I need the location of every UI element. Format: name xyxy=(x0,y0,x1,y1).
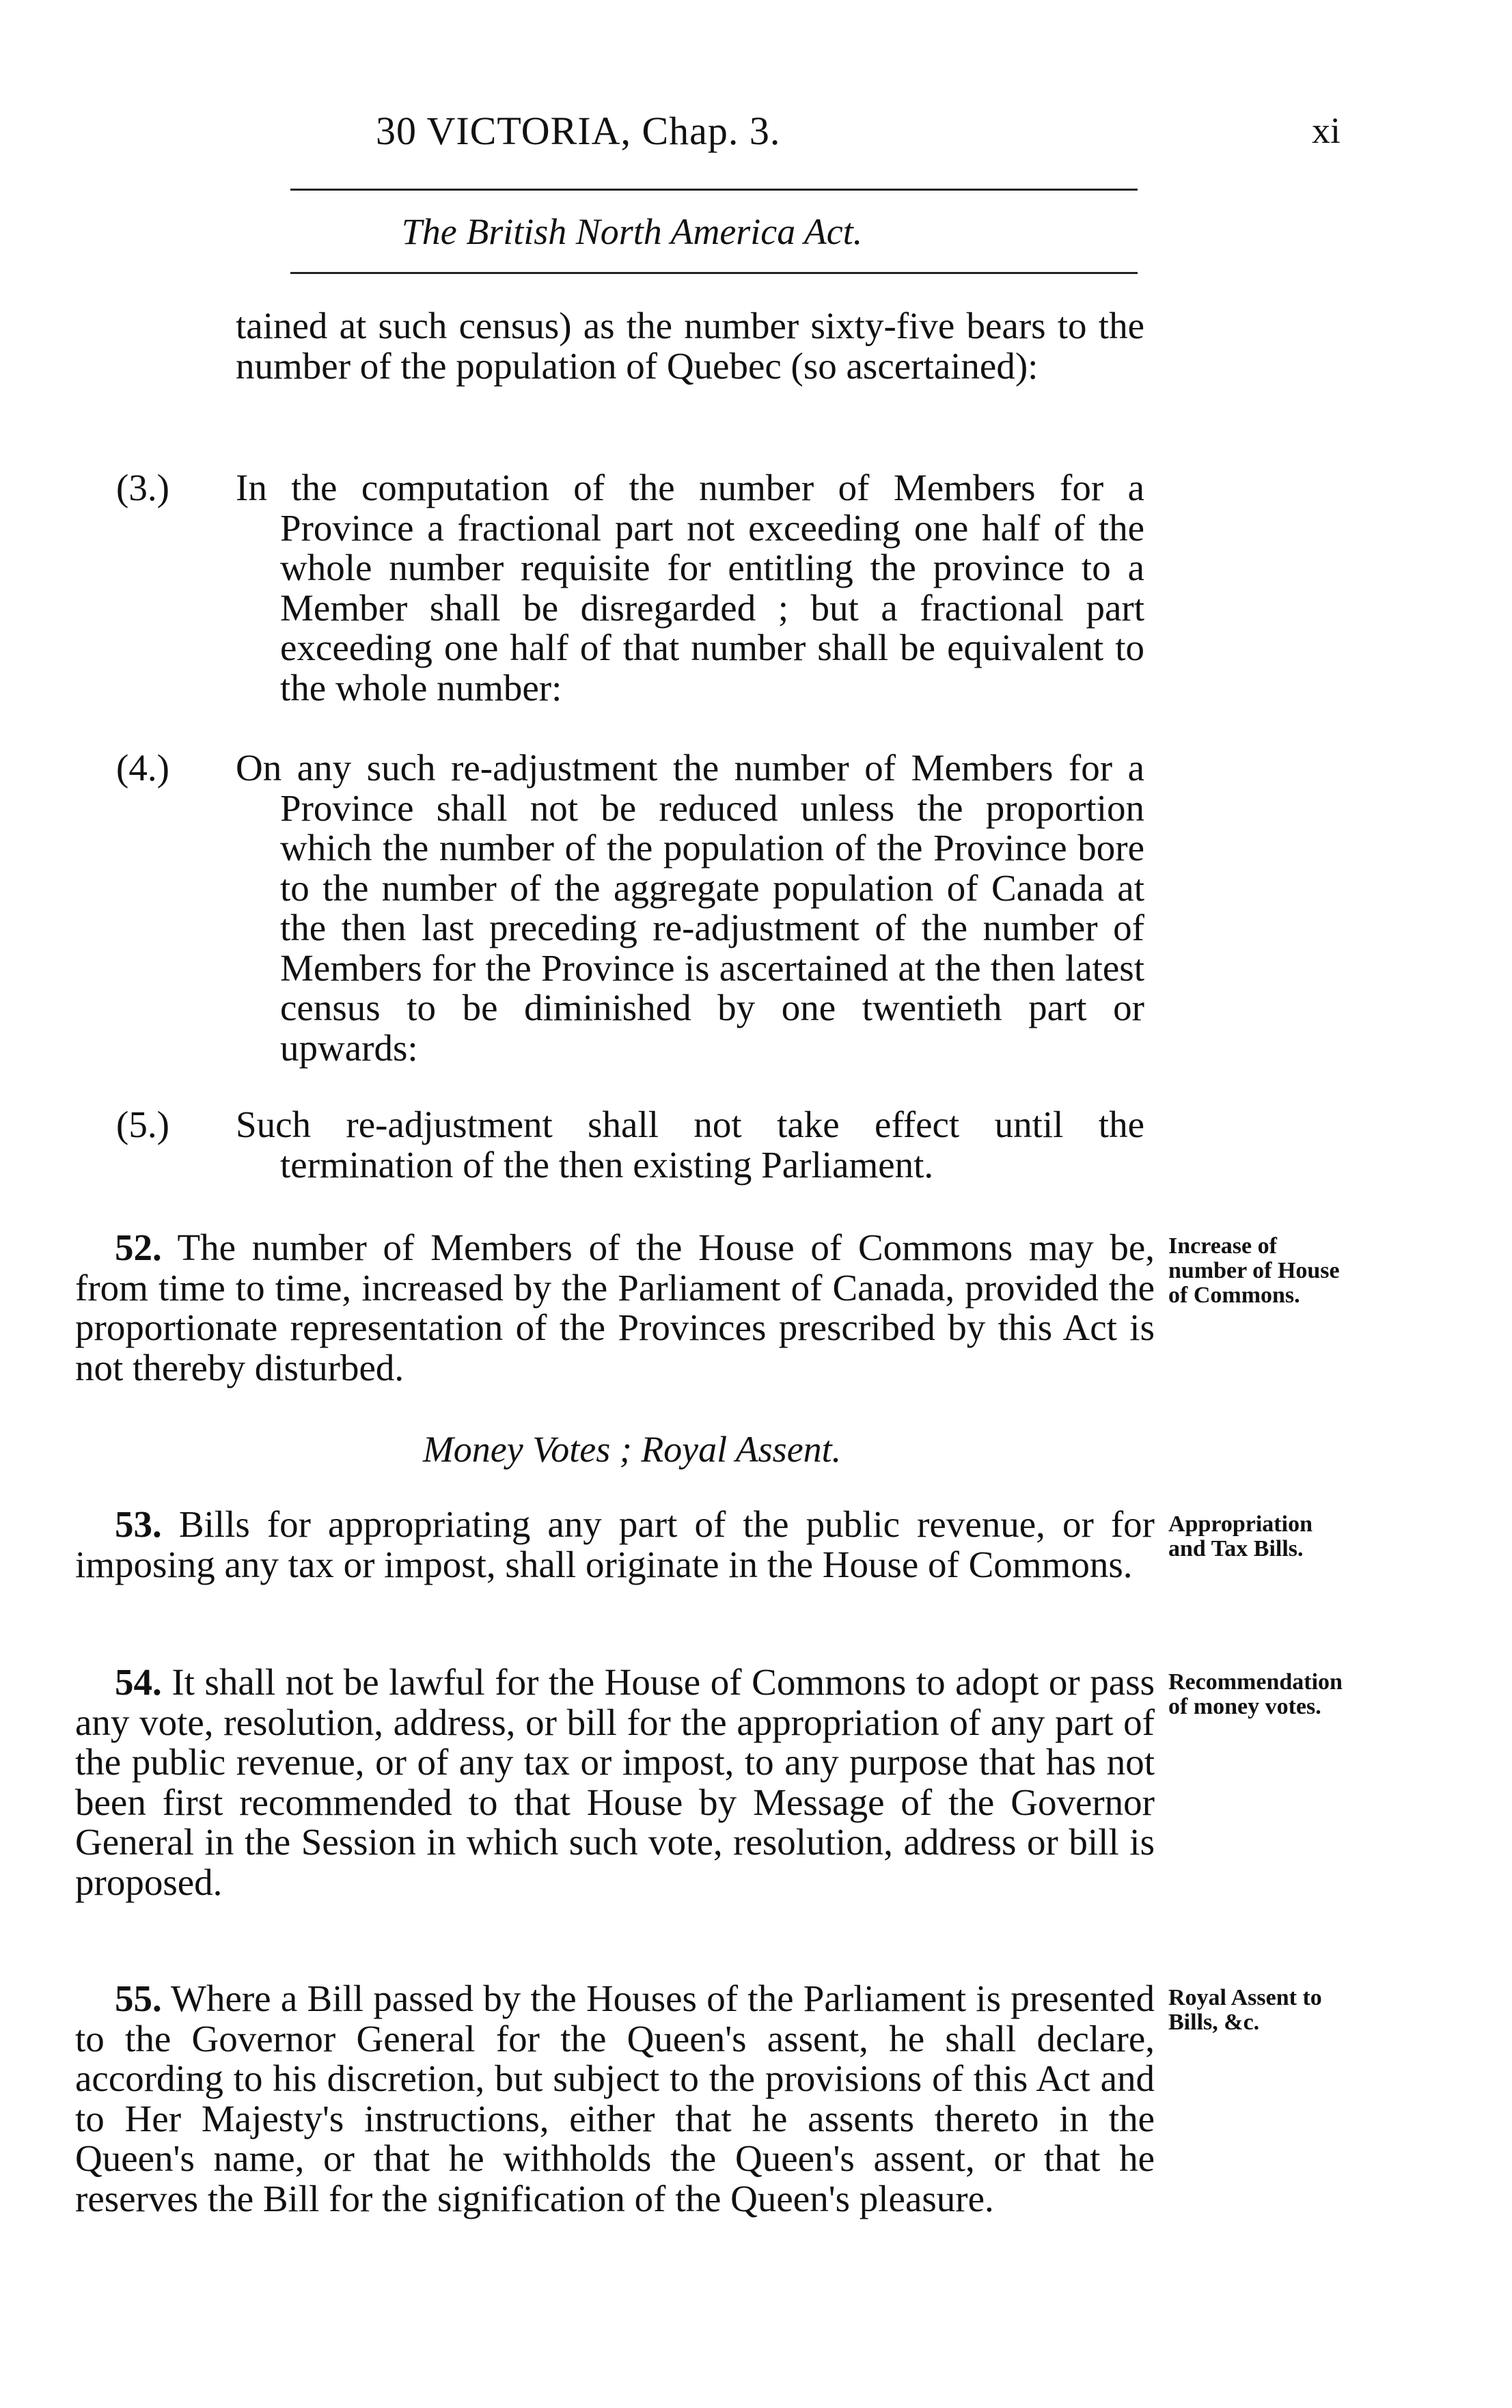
section-text: The number of Members of the House of Commons may be, from time to time, increased by the Parliament of Canada, provided the proportionate representation of the Provinces prescribed by this Act is not thereby disturbed. xyxy=(75,1227,1155,1388)
subsection-text: On any such re-adjustment the number of Members for a Province shall not be reduced unless the proportion which the number of the population of the Province bore to the number of the aggregate population of Canada at the then last preceding re-adjustment of the number of Members for the Province is ascertained at the then latest census to be diminished by one twentieth part or upwards: xyxy=(236,747,1144,1069)
section-52 xyxy=(75,1228,1155,1388)
continuation-paragraph: tained at such census) as the number sixty-five bears to the number of the population of Quebec (so ascertained): xyxy=(236,305,1144,387)
section-heading-money-votes: Money Votes ; Royal Assent. xyxy=(422,1429,842,1470)
subsection-4 xyxy=(116,748,1144,1068)
section-number: 52. xyxy=(115,1227,162,1268)
subsection-text: Such re-adjustment shall not take effect until the termination of the then existing Parliament. xyxy=(236,1104,1144,1186)
margin-note-54: Recommendation of money votes. xyxy=(1168,1669,1343,1719)
subsection-number: (5.) xyxy=(116,1104,169,1145)
section-text: Where a Bill passed by the Houses of the Parliament is presented to the Governor General for the Queen's assent, he shall declare, according to his discretion, but subject to the provisions of this Act and to Her Majesty's instructions, either that he assents thereto in the Queen's name, or that he withholds the Queen's assent, or that he reserves the Bill for the signification of the Queen's pleasure. xyxy=(75,1978,1155,2219)
header-rule-top xyxy=(290,189,1138,191)
section-text: It shall not be lawful for the House of Commons to adopt or pass any vote, resolution, address, or bill for the appropriation of any part of the public revenue, or of any tax or impost, to any purpose that has not been first recommended to that House by Message of the Governor General in the Session in which such vote, resolution, address or bill is proposed. xyxy=(75,1661,1155,1903)
subsection-text: In the computation of the number of Members for a Province a fractional part not exceeding one half of the whole number requisite for entitling the province to a Member shall be disregarded ; but a fractional part exceeding one half of that number shall be equivalent to the whole number: xyxy=(236,467,1144,709)
margin-note-52: Increase of number of House of Commons. xyxy=(1168,1233,1340,1308)
section-text: Bills for appropriating any part of the public revenue, or for imposing any tax or impost, shall originate in the House of Commons. xyxy=(75,1503,1155,1585)
section-53 xyxy=(75,1505,1155,1585)
margin-note-55: Royal Assent to Bills, &c. xyxy=(1168,1985,1322,2035)
subsection-5 xyxy=(116,1105,1144,1185)
section-number: 53. xyxy=(115,1503,162,1545)
margin-note-53: Appropriation and Tax Bills. xyxy=(1168,1511,1312,1561)
subsection-number: (3.) xyxy=(116,467,169,508)
subsection-3 xyxy=(116,468,1144,708)
section-55 xyxy=(75,1979,1155,2219)
section-number: 55. xyxy=(115,1978,162,2019)
section-number: 54. xyxy=(115,1661,162,1703)
page-number: xi xyxy=(1312,110,1341,151)
subsection-number: (4.) xyxy=(116,747,169,789)
section-54 xyxy=(75,1663,1155,1902)
running-head: 30 VICTORIA, Chap. 3. xyxy=(376,109,781,153)
act-subtitle: The British North America Act. xyxy=(401,211,863,252)
header-rule-bottom xyxy=(290,272,1138,274)
